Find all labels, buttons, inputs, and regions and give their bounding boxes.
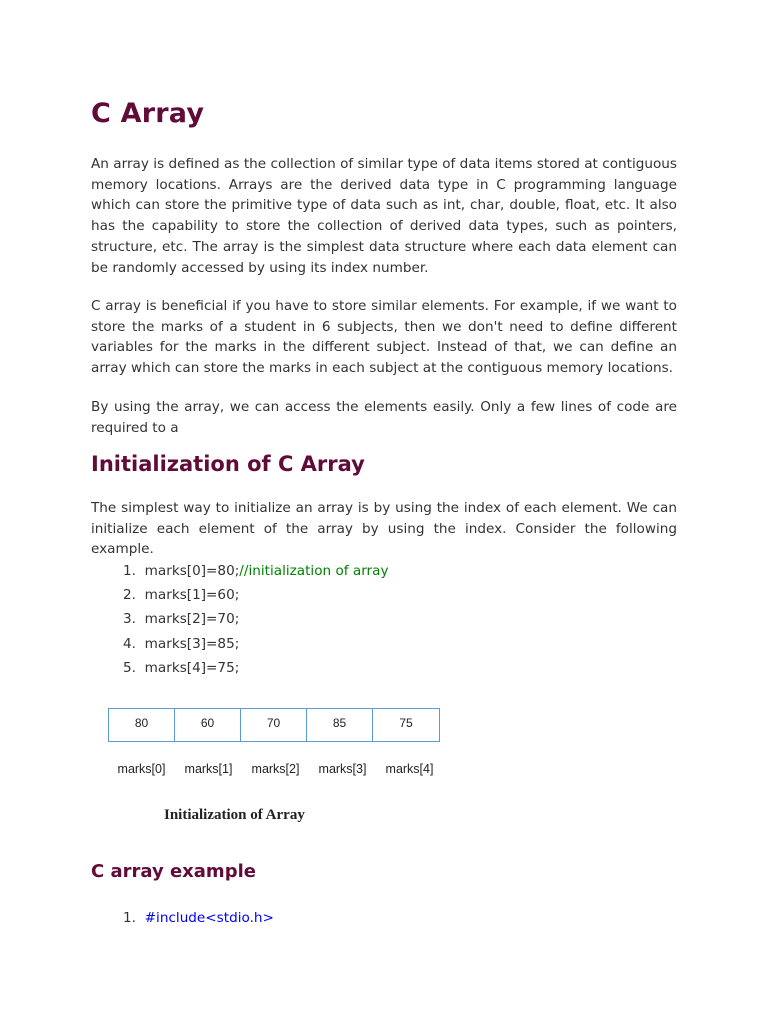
- line-number: 4.: [123, 635, 136, 652]
- array-cell: 85: [307, 709, 373, 741]
- array-diagram: [108, 708, 448, 828]
- code-text: marks[1]=60;: [144, 587, 240, 604]
- example-code-list: [91, 908, 274, 928]
- section-heading-initialization: Initialization of C Array: [91, 452, 365, 476]
- array-cell: 75: [399, 716, 413, 730]
- access-paragraph: By using the array, we can access the elements easily. Only a few lines of code are required to a: [91, 399, 677, 436]
- section-heading-example: C array example: [91, 861, 256, 882]
- code-line: [91, 658, 389, 682]
- code-text: marks[3]=85;: [144, 635, 240, 652]
- array-cells: [108, 708, 440, 742]
- code-text: #include<stdio.h>: [144, 910, 274, 926]
- array-cell: 60: [175, 709, 241, 741]
- code-text: marks[4]=75;: [144, 659, 240, 676]
- array-index-label: marks[2]: [251, 762, 300, 776]
- page-title: C Array: [91, 98, 205, 129]
- code-comment: //initialization of array: [239, 563, 389, 579]
- line-number: 2.: [123, 587, 136, 604]
- line-number: 1.: [123, 910, 136, 926]
- code-line: [91, 585, 389, 609]
- array-index-label: marks[1]: [184, 762, 233, 776]
- code-line: [91, 908, 274, 928]
- benefit-paragraph: C array is beneficial if you have to store similar elements. For example, if we want to store the marks of a student in 6 subjects, then we don't need to define different variables for the marks in the different subject. Instead of that, we can define an array which can store the marks in each subject at the contiguous memory locations.: [91, 298, 677, 377]
- code-text: marks[2]=70;: [144, 611, 240, 628]
- initialization-code-list: [91, 561, 389, 682]
- code-line: [91, 634, 389, 658]
- array-cell: 80: [109, 709, 175, 741]
- array-index-labels: [108, 762, 443, 776]
- code-line: [91, 609, 389, 633]
- array-cell: 70: [241, 709, 307, 741]
- line-number: 3.: [123, 611, 136, 628]
- code-line: [91, 561, 389, 585]
- array-index-label: marks[4]: [385, 762, 434, 776]
- line-number: 1.: [123, 563, 136, 579]
- array-index-label: marks[0]: [117, 762, 166, 776]
- code-text: marks[0]=80;: [144, 563, 240, 579]
- intro-paragraph: An array is defined as the collection of similar type of data items stored at contiguous memory locations. Arrays are the derived data type in C programming language which can store the primitive type of data such as int, char, double, float, etc. It also has the capability to store the collection of derived data types, such as pointers, structure, etc. The array is the simplest data structure where each data element can be randomly accessed by using its index number.: [91, 156, 677, 276]
- array-index-label: marks[3]: [318, 762, 367, 776]
- diagram-caption: Initialization of Array: [164, 807, 305, 823]
- initialization-paragraph: The simplest way to initialize an array is by using the index of each element. We can initialize each element of the array by using the index. Consider the following example.: [91, 500, 677, 558]
- line-number: 5.: [123, 659, 136, 676]
